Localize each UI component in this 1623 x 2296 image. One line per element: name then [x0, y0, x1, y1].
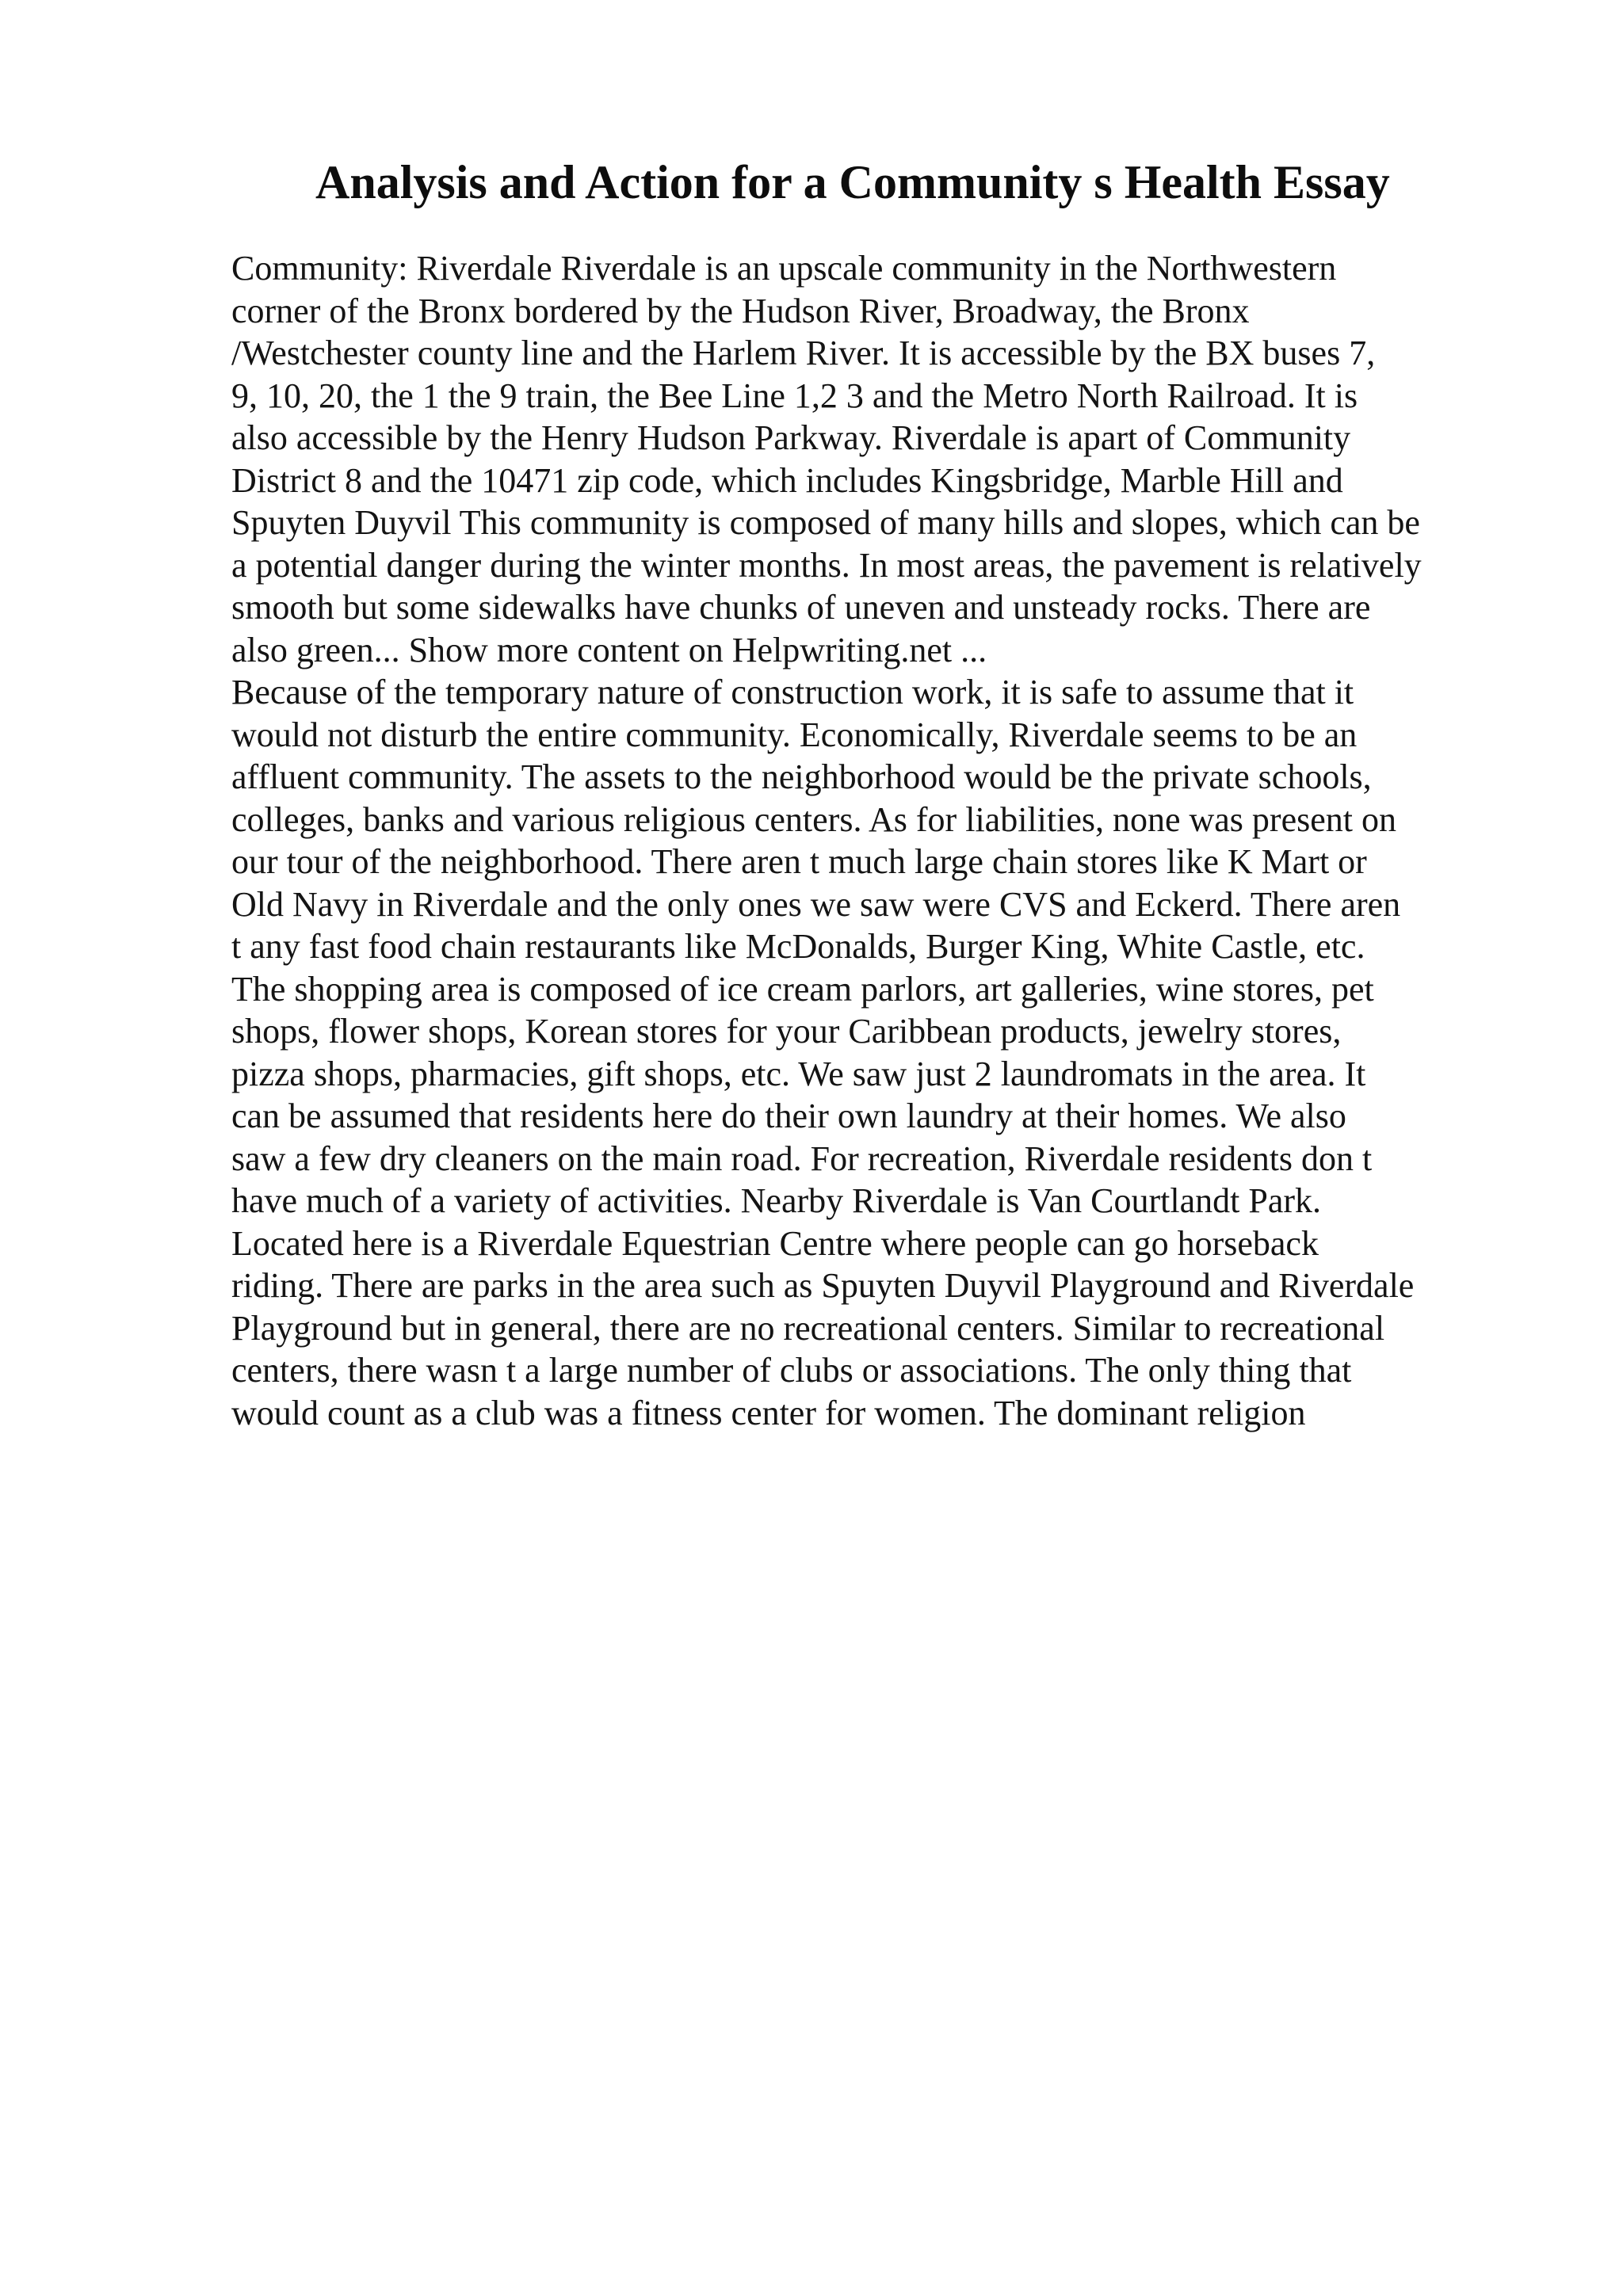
- body-line: affluent community. The assets to the neighborhood would be the private schools,: [231, 757, 1372, 796]
- body-line: would count as a club was a fitness center for women. The dominant religion: [231, 1393, 1306, 1432]
- body-line: corner of the Bronx bordered by the Hudson River, Broadway, the Bronx: [231, 291, 1250, 330]
- body-line: colleges, banks and various religious centers. As for liabilities, none was present on: [231, 799, 1396, 839]
- body-line: can be assumed that residents here do their own laundry at their homes. We also: [231, 1097, 1346, 1135]
- body-line: saw a few dry cleaners on the main road. For recreation, Riverdale residents don t: [231, 1138, 1373, 1178]
- body-line: pizza shops, pharmacies, gift shops, etc. We saw just 2 laundromats in the area. It: [231, 1054, 1366, 1093]
- body-line: riding. There are parks in the area such as Spuyten Duyvil Playground and Riverdale: [231, 1266, 1415, 1305]
- body-line: Old Navy in Riverdale and the only ones we saw were CVS and Eckerd. There aren: [231, 884, 1401, 924]
- body-line: would not disturb the entire community. Economically, Riverdale seems to be an: [231, 715, 1358, 754]
- body-line: t any fast food chain restaurants like McDonalds, Burger King, White Castle, etc.: [231, 927, 1365, 966]
- body-line: shops, flower shops, Korean stores for your Caribbean products, jewelry stores,: [231, 1012, 1342, 1051]
- body-line: Because of the temporary nature of construction work, it is safe to assume that it: [231, 673, 1354, 711]
- body-line: also accessible by the Henry Hudson Parkway. Riverdale is apart of Community: [231, 418, 1351, 457]
- body-line: 9, 10, 20, the 1 the 9 train, the Bee Line 1,2 3 and the Metro North Railroad. It is: [231, 376, 1358, 415]
- body-line: Community: Riverdale Riverdale is an upscale community in the Northwestern: [231, 249, 1337, 288]
- body-line: Playground but in general, there are no recreational centers. Similar to recreational: [231, 1308, 1385, 1348]
- body-line: District 8 and the 10471 zip code, which includes Kingsbridge, Marble Hill and: [231, 460, 1343, 500]
- body-line: also green... Show more content on Helpwriting.net ...: [231, 630, 987, 669]
- body-line: have much of a variety of activities. Nearby Riverdale is Van Courtlandt Park.: [231, 1181, 1321, 1220]
- document-body: [231, 247, 1515, 1434]
- body-line: Located here is a Riverdale Equestrian Centre where people can go horseback: [231, 1223, 1319, 1263]
- body-line: a potential danger during the winter months. In most areas, the pavement is relatively: [231, 545, 1422, 585]
- body-line: /Westchester county line and the Harlem River. It is accessible by the BX buses 7,: [231, 334, 1376, 372]
- body-line: smooth but some sidewalks have chunks of uneven and unsteady rocks. There are: [231, 588, 1371, 627]
- body-line: Spuyten Duyvil This community is composed of many hills and slopes, which can be: [231, 503, 1420, 542]
- body-line: centers, there wasn t a large number of clubs or associations. The only thing that: [231, 1351, 1352, 1390]
- document-title: Analysis and Action for a Community s Health Essay: [315, 156, 1390, 208]
- body-line: The shopping area is composed of ice cream parlors, art galleries, wine stores, pet: [231, 969, 1374, 1009]
- body-line: our tour of the neighborhood. There aren t much large chain stores like K Mart or: [231, 842, 1367, 881]
